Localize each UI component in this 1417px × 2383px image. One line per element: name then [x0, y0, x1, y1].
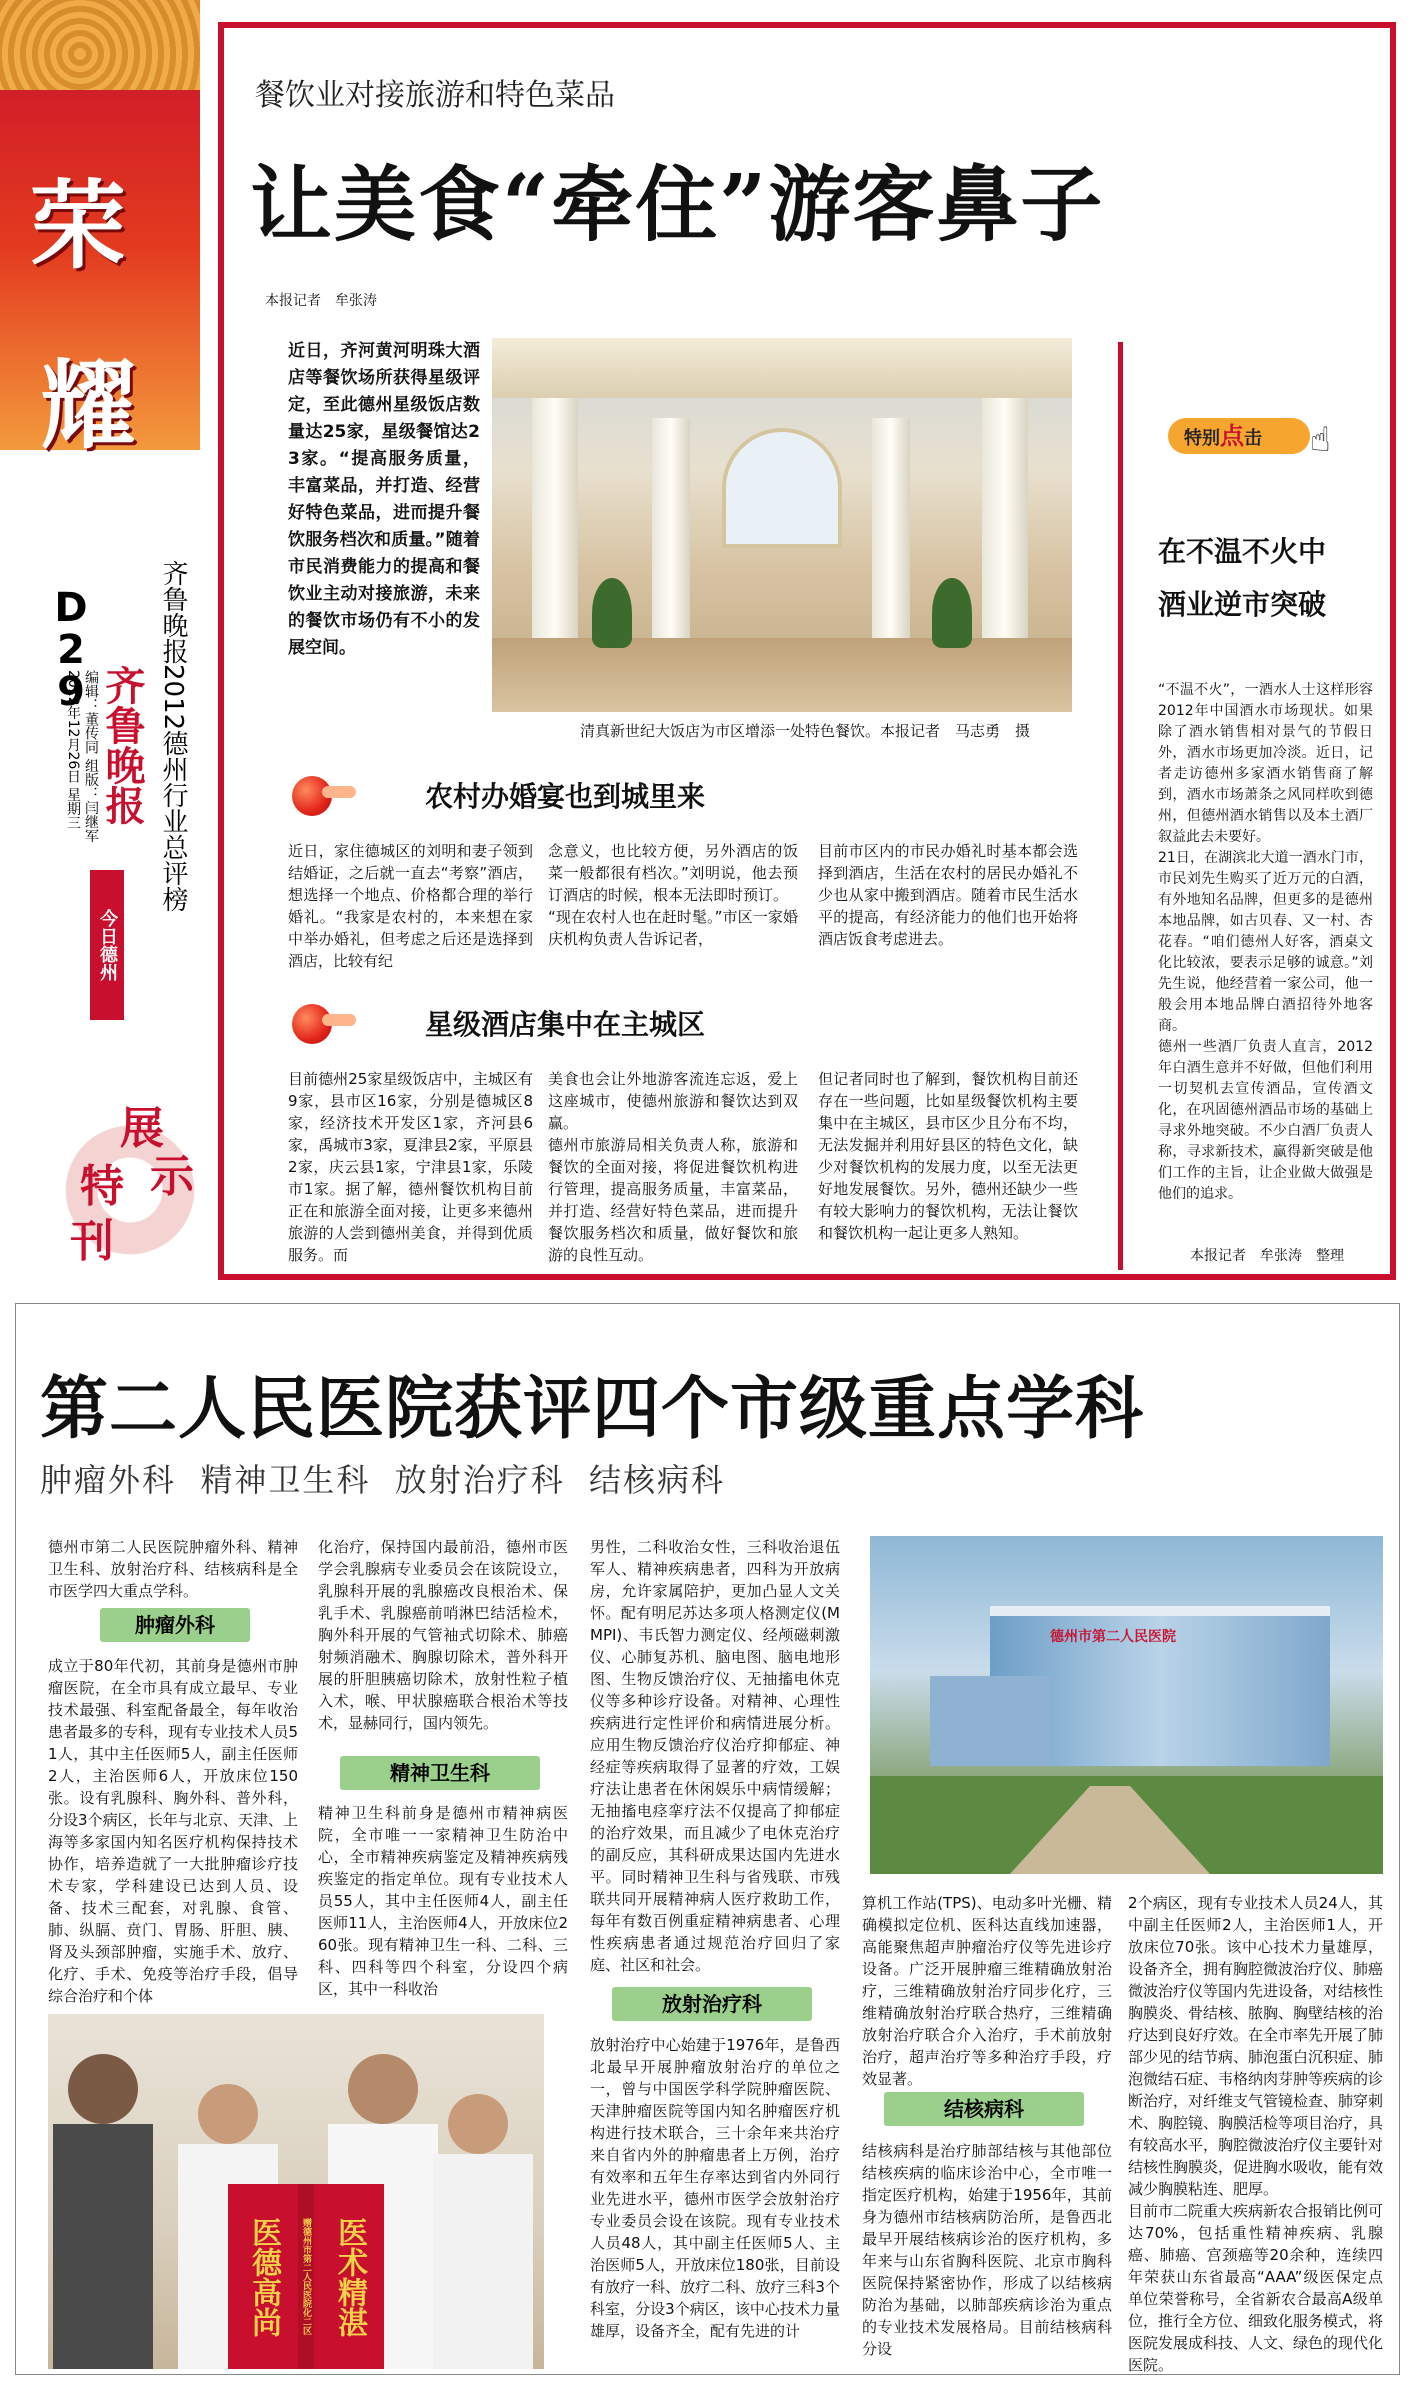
tag-prefix: 特别 — [1184, 428, 1220, 449]
sidebar-title-line-2: 酒业逆市突破 — [1158, 588, 1327, 621]
section2-column-1: 目前德州25家星级饭店中，主城区有9家，县市区16家，分别是德城区8家，经济技术开发区1家，齐河县6家，禹城市3家，夏津县2家，平原县2家，庆云县1家，宁津县1家，乐陵市1家。据了解，德州餐饮机构目前正在和旅游全面对接，让更多来德州旅游的人尝到德州美食，并得到优质服务。而 — [288, 1070, 533, 1264]
hand-cursor-icon: ☝ — [1310, 420, 1331, 460]
sidebar-byline: 本报记者 牟张涛 整理 — [1190, 1248, 1344, 1264]
label-oncology-surgery: 肿瘤外科 — [100, 1608, 250, 1642]
issue-date: 2012年12月26日 星期三 — [65, 670, 81, 830]
intro-paragraph: 德州市第二人民医院肿瘤外科、精神卫生科、放射治疗科、结核病科是全市医学四大重点学科。 — [48, 1538, 298, 1600]
section2-column-2: 美食也会让外地游客流连忘返，爱上这座城市，使德州旅游和餐饮达到双赢。 德州市旅游局相关负责人称，旅游和餐饮的全面对接，将促进餐饮机构进行管理，提高服务质量，丰富菜品，并打造、经营好特色菜品，进而提升餐饮服务档次和质量，做好餐饮和旅游的良性互动。 — [548, 1070, 798, 1264]
tag-highlight: 点 — [1220, 422, 1244, 450]
section1-column-1: 近日，家住德城区的刘明和妻子领到结婚证，之后就一直去“考察”酒店，想选择一个地点、价格都合理的举行婚礼。“我家是农村的，本来想在家中举办婚礼，但考虑之后还是选择到酒店，比较有纪 — [288, 842, 533, 970]
hospital-sign: 德州市第二人民医院 — [1050, 1629, 1176, 1645]
photo-caption: 清真新世纪大饭店为市区增添一处特色餐饮。本报记者 马志勇 摄 — [580, 722, 1031, 740]
seal-char: 特 — [80, 1161, 124, 1212]
seal-char: 示 — [150, 1151, 194, 1202]
label-radiotherapy: 放射治疗科 — [612, 1987, 812, 2021]
pennant-header: 赠德州市第二人民医院化二区 — [298, 2184, 314, 2369]
section-title-rural-weddings: 农村办婚宴也到城里来 — [425, 780, 706, 813]
pointing-hand-icon — [292, 996, 356, 1046]
mental-health-text-2: 男性，二科收治女性，三科收治退伍军人、精神疾病患者，四科为开放病房，允许家属陪护，更加凸显人文关怀。配有明尼苏达多项人格测定仪(MMPI)、韦氏智力测定仪、经颅磁刺激仪、心肺复苏机、脑电图、脑电地形图、生物反馈治疗仪、无抽搐电休克仪等多种诊疗设备。对精神、心理性疾病进行定性评价和病情进展分析。应用生物反馈治疗仪治疗抑郁症、神经症等疾病取得了显著的疗效，工娱疗法让患者在休闲娱乐中病情缓解；无抽搐电痉挛疗法不仅提高了抑郁症的治疗效果，而且减少了电休克治疗的副反应，其科研成果达国内先进水平。同时精神卫生科与省残联、市残联共同开展精神病人医疗救助工作，每年有数百例重症精神病患者、心理性疾病患者通过规范治疗回归了家庭、社区和社会。 — [590, 1538, 840, 1974]
paper-logo: 齐鲁晚报 — [99, 665, 146, 825]
masthead-ornament — [0, 0, 200, 90]
tag-suffix: 击 — [1244, 428, 1262, 449]
today-dezhou-label: 今日德州 — [90, 870, 124, 1020]
page-number: D29 — [48, 585, 94, 711]
sidebar-divider — [1118, 342, 1123, 1270]
tuberculosis-text-1: 结核病科是治疗肺部结核与其他部位结核疾病的临床诊治中心，全市唯一指定医疗机构，始建于1956年，其前身为德州市结核病防治所，是鲁西北最早开展结核病诊治的医疗机构，多年来与山东省胸科医院、北京市胸科医院保持紧密协作，形成了以结核病防治为基础，以肺部疾病诊治为重点的专业技术发展格局。目前结核病科分设 — [862, 2142, 1112, 2358]
label-mental-health: 精神卫生科 — [340, 1756, 540, 1790]
edition-title: 齐鲁晚报2012德州行业总评榜 — [158, 560, 188, 913]
masthead — [0, 0, 200, 1290]
oncology-text-1: 成立于80年代初，其前身是德州市肿瘤医院，在全市具有成立最早、专业技术最强、科室配备最全，每年收治患者最多的专科，现有专业技术人员51人，其中主任医师5人，副主任医师2人，主治医师6人，开放床位150张。设有乳腺科、胸外科、普外科，分设3个病区，长年与北京、天津、上海等多家国内知名医疗机构保持技术协作，培养造就了一大批肿瘤诊疗技术专家，学科建设已达到人员、设备、技术三配套，对乳腺、食管、肺、纵膈、贲门、胃肠、肝胆、胰、肾及头颈部肿瘤，实施手术、放疗、化疗、手术、免疫等治疗手段，倡导综合治疗和个体 — [48, 1657, 298, 2005]
oncology-text-2: 化治疗，保持国内最前沿，德州市医学会乳腺病专业委员会在该院设立，乳腺科开展的乳腺癌改良根治术、保乳手术、乳腺癌前哨淋巴结活检术，胸外科开展的气管袖式切除术、肺癌射频消融术、胸腺切除术，普外科开展的肝胆胰癌切除术，放射性粒子植入术，喉、甲状腺癌联合根治术等技术，显赫同行，国内领先。 — [318, 1538, 568, 1732]
tuberculosis-text-2: 2个病区，现有专业技术人员24人，其中副主任医师2人，主治医师1人，开放床位70张。该中心技术力量雄厚，设备齐全，拥有胸腔微波治疗仪、肺癌微波治疗仪等国内先进设备，对结核性胸膜炎、骨结核、脓胸、胸壁结核的治疗达到良好疗效。在全市率先开展了肺部少见的结节病、肺泡蛋白沉积症、肺泡微结石症、韦格纳肉芽肿等疾病的诊断治疗，对纤维支气管镜检查、肺穿刺术、胸腔镜、胸膜活检等项目治疗，具有较高水平，胸腔微波治疗仪主要针对结核性胸膜炎，促进胸水吸收，能有效减少胸膜粘连、肥厚。 目前市二院重大疾病新农合报销比例可达70%，包括重性精神疾病、乳腺癌、肺癌、宫颈癌等20余种，连续四年荣获山东省最高“AAA”级医保定点单位荣誉称号，全省新农合最高A级单位，推行全方位、细致化服务模式，将医院发展成科技、人文、绿色的现代化医院。 — [1128, 1894, 1384, 2374]
radiotherapy-text-2: 算机工作站(TPS)、电动多叶光栅、精确模拟定位机、医科达直线加速器，高能聚焦超声肿瘤治疗仪等先进诊疗设备。广泛开展肿瘤三维精确放射治疗，三维精确放射治疗同步化疗，三维精确放射治疗联合热疗，三维精确放射治疗联合介入治疗，手术前放射治疗，超声治疗等多种治疗手段，疗效显著。 — [862, 1894, 1112, 2088]
hospital-building-photo — [870, 1536, 1383, 1874]
section-title-star-hotels: 星级酒店集中在主城区 — [425, 1008, 706, 1041]
sidebar-body: “不温不火”，一酒水人士这样形容2012年中国酒水市场现状。如果除了酒水销售相对景气的节假日外，酒水市场更加冷淡。近日，记者走访德州多家酒水销售商了解到，酒水市场萧条之风同样吹到德州，但德州酒水销售以及本土酒厂叙益此去未要好。 21日，在湖滨北大道一酒水门市，市民刘先生购买了近万元的白酒，有外地知名品牌，但更多的是德州本地品牌，如古贝春、又一村、杏花春。“咱们德州人好客，酒桌文化比较浓，要表示足够的诚意。”刘先生说，他经营着一家公司，他一般会用本地品牌白酒招待外地客商。 德州一些酒厂负责人直言，2012年白酒生意并不好做，但他们利用一切契机去宣传酒品，宣传酒文化，在巩固德州酒品市场的基础上寻求外地突破。不少白酒厂负责人称，寻求新技术，赢得新突破是他们工作的主旨，让企业做大做强是他们的追求。 — [1158, 682, 1373, 1202]
top-story-headline: 让美食“牵住”游客鼻子 — [250, 157, 1105, 253]
editors-line — [64, 670, 100, 842]
pennant-left: 医德高尚 — [228, 2184, 298, 2369]
section2-column-3: 但记者同时也了解到，餐饮机构目前还存在一些问题，比如星级餐饮机构主要集中在主城区，县市区少且分布不均，无法发掘并利用好县区的特色文化，缺少对餐饮机构的发展力度，以至无法更好地发展餐饮。另外，德州还缺少一些有较大影响力的餐饮机构，无法让餐饮和餐饮机构一起让更多人熟知。 — [818, 1070, 1078, 1242]
section-name-char-1: 荣 — [30, 169, 126, 282]
mental-health-text-1: 精神卫生科前身是德州市精神病医院，全市唯一一家精神卫生防治中心，全市精神疾病鉴定及精神疾病残疾鉴定的指定单位。现有专业技术人员55人，其中主任医师4人，副主任医师11人，主治医师4人，开放床位260张。现有精神卫生一科、二科、三科、四科等四个科室，分设四个病区，其中一科收治 — [318, 1804, 568, 1998]
section1-column-3: 目前市区内的市民办婚礼时基本都会选择到酒店，生活在农村的居民办婚礼不少也从家中搬到酒店。随着市民生活水平的提高，有经济能力的他们也开始将酒店饭食考虑进去。 — [818, 842, 1078, 948]
section-name-char-2: 耀 — [40, 349, 136, 462]
label-tuberculosis: 结核病科 — [884, 2092, 1084, 2126]
top-story-kicker: 餐饮业对接旅游和特色菜品 — [255, 78, 615, 113]
sidebar-title-line-1: 在不温不火中 — [1158, 535, 1327, 568]
editors: 编辑：董传同 组版：闫继军 — [83, 670, 99, 843]
bottom-story-subhead: 肿瘤外科 精神卫生科 放射治疗科 结核病科 — [40, 1461, 726, 1499]
bottom-story-headline: 第二人民医院获评四个市级重点学科 — [40, 1369, 1145, 1449]
pennant-right: 医术精湛 — [314, 2184, 384, 2369]
award-ceremony-photo — [48, 2014, 544, 2369]
hotel-lobby-photo — [492, 338, 1072, 712]
radiotherapy-text-1: 放射治疗中心始建于1976年，是鲁西北最早开展肿瘤放射治疗的单位之一，曾与中国医学科学院肿瘤医院、天津肿瘤医院等国内知名肿瘤医疗机构进行技术联合，三十余年来共治疗来自省内外的肿瘤患者上万例，治疗有效率和五年生存率达到省内外同行业先进水平，德州市医学会放射治疗专业委员会设在该院。现有专业技术人员48人，其中副主任医师5人、主治医师5人，开放床位180张，目前设有放疗一科、放疗二科、放疗三科3个科室，分设3个病区，该中心技术力量雄厚，设备齐全，配有先进的计 — [590, 2036, 840, 2340]
seal-char: 刊 — [70, 1216, 114, 1267]
top-story-byline: 本报记者 牟张涛 — [265, 293, 377, 309]
pointing-hand-icon — [292, 768, 356, 818]
section1-column-2: 念意义，也比较方便，另外酒店的饭菜一般都很有档次。”刘明说，他去预订酒店的时候，根本无法即时预订。 “现在农村人也在赶时髦。”市区一家婚庆机构负责人告诉记者， — [548, 842, 798, 948]
special-click-tag — [1168, 418, 1310, 454]
special-edition-seal — [60, 1090, 200, 1290]
top-story-lead: 近日，齐河黄河明珠大酒店等餐饮场所获得星级评定，至此德州星级饭店数量达25家，星级餐馆达23家。“提高服务质量，丰富菜品，并打造、经营好特色菜品，进而提升餐饮服务档次和质量。”随着市民消费能力的提高和餐饮业主动对接旅游，未来的餐饮市场仍有不小的发展空间。 — [288, 341, 480, 658]
seal-char: 展 — [120, 1103, 164, 1154]
